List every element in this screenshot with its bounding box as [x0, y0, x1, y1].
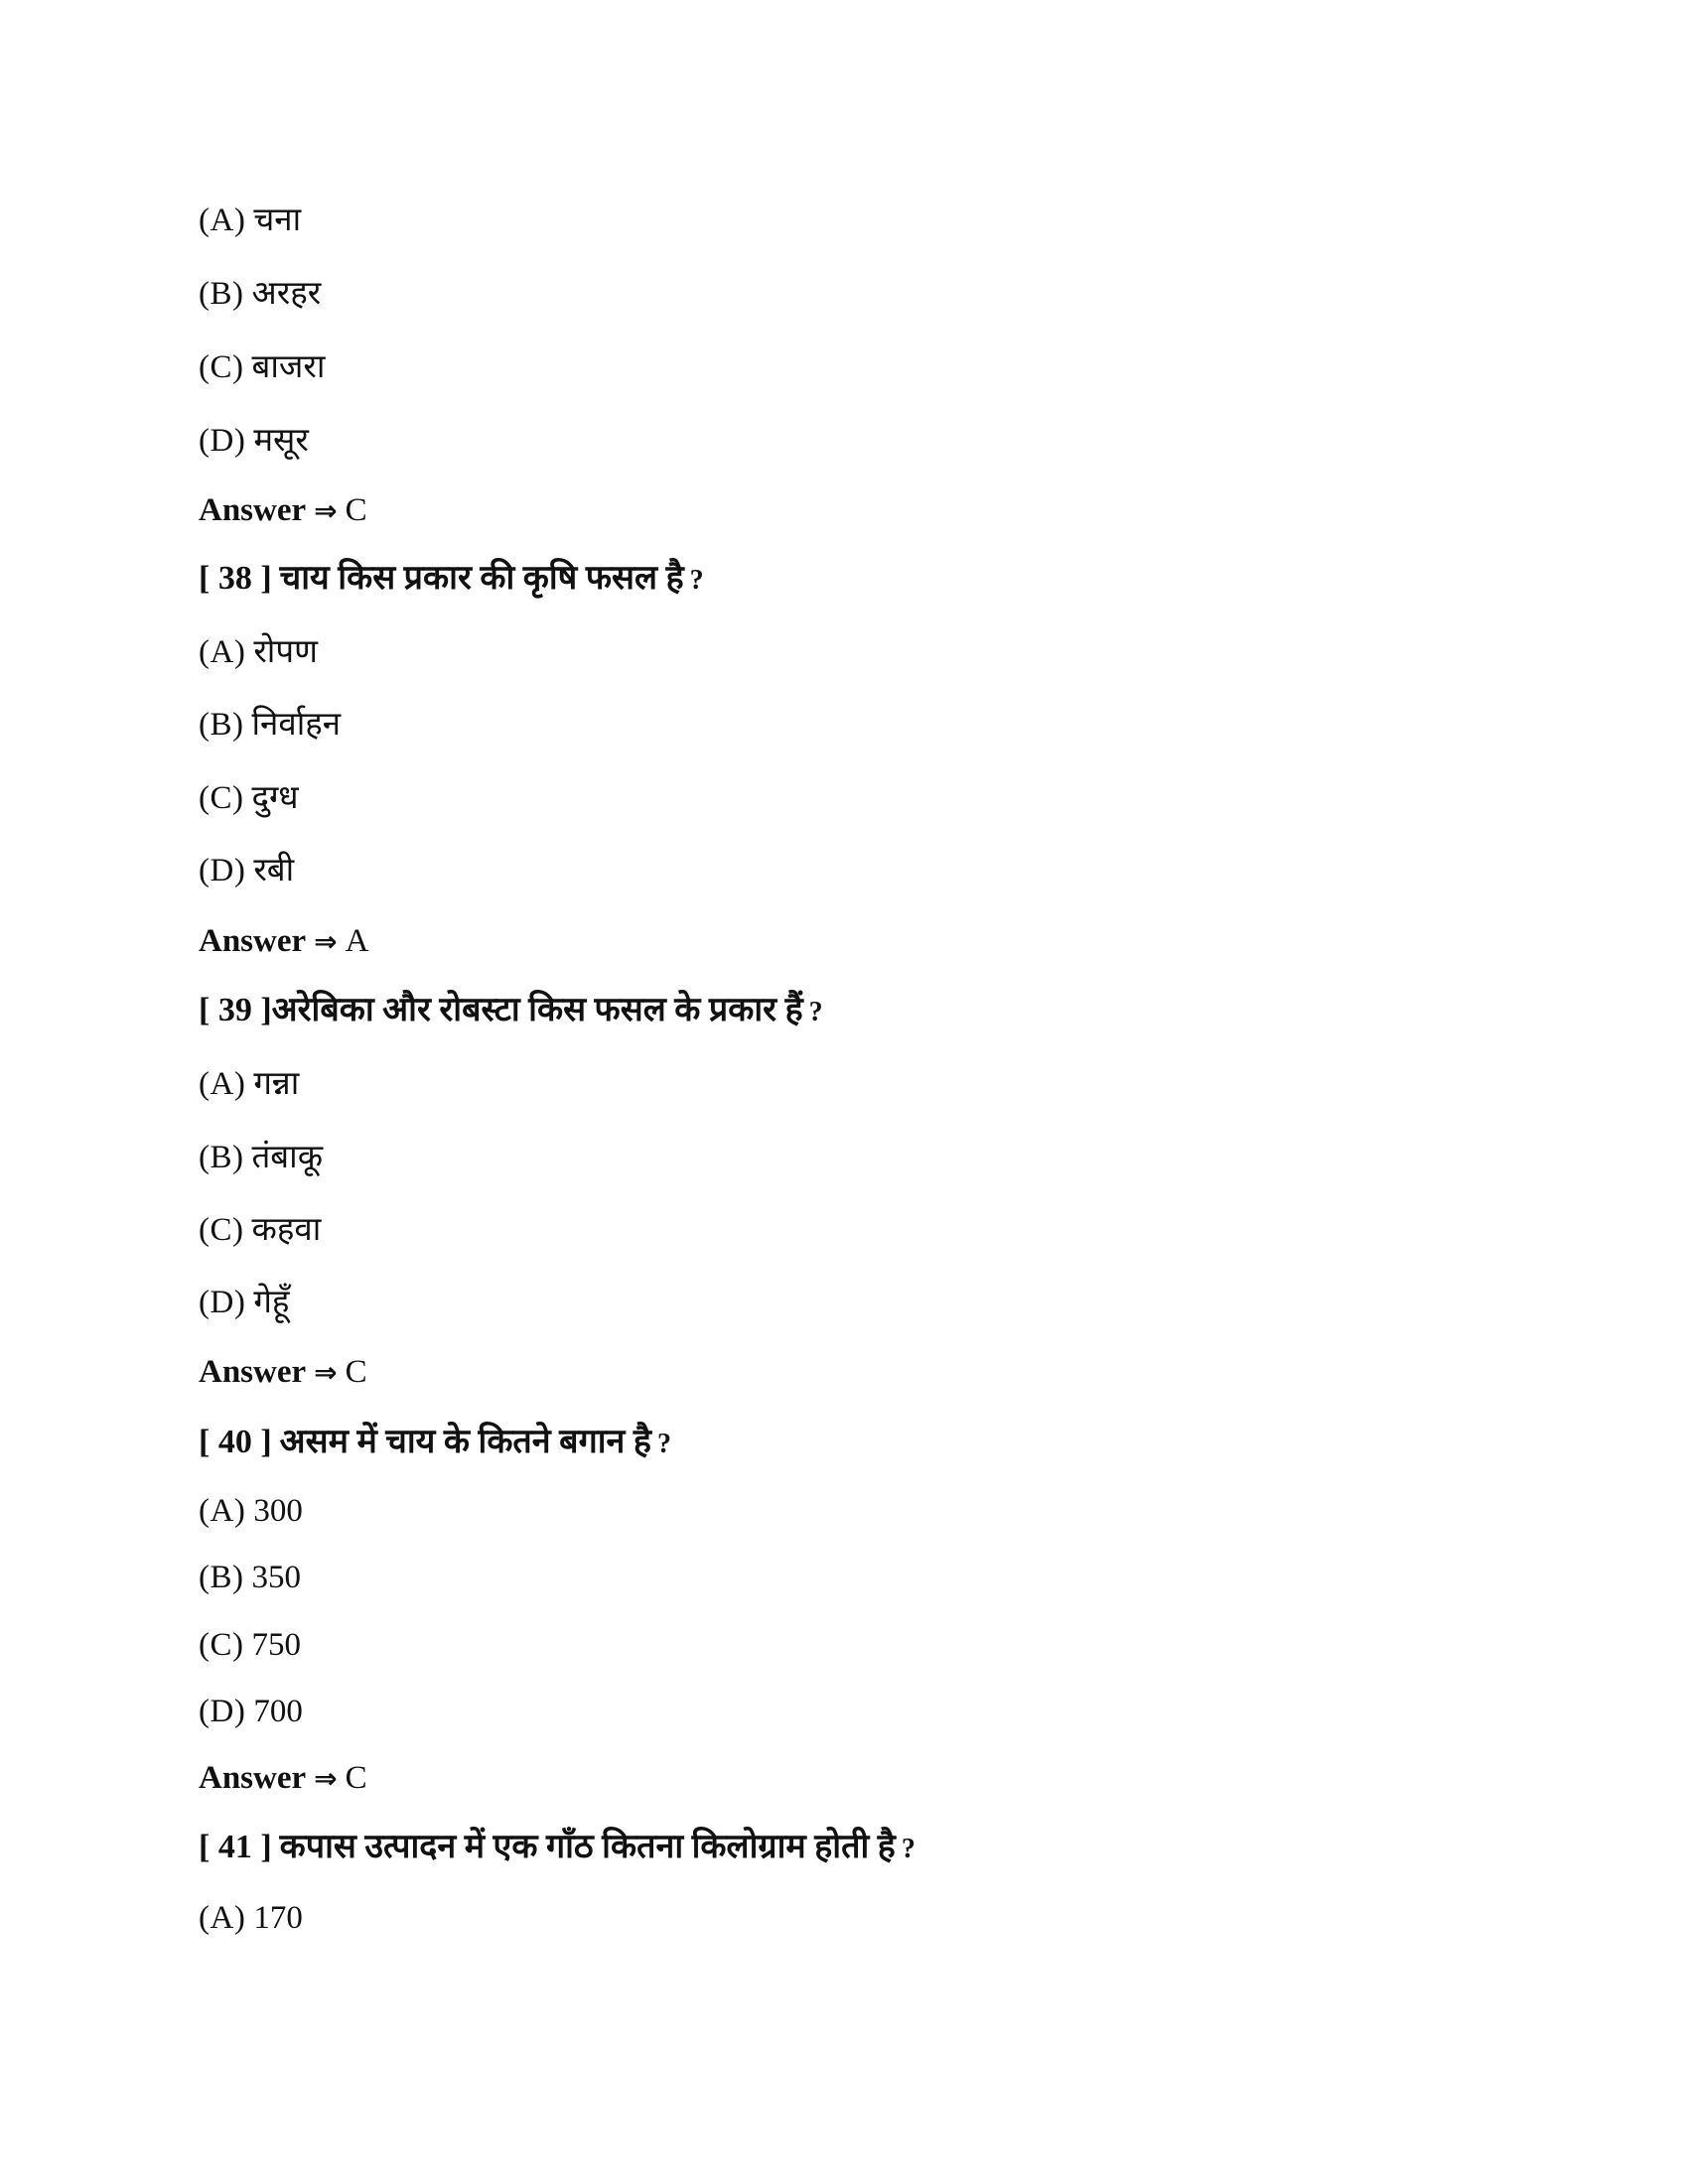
q40-option-a — [199, 1491, 303, 1531]
q38-option-c — [199, 778, 299, 818]
option-label: (A) — [199, 203, 246, 238]
option-text: 750 — [251, 1627, 301, 1663]
option-label: (C) — [199, 1627, 244, 1663]
q37-answer — [199, 490, 367, 530]
question-text: चाय किस प्रकार की कृषि फसल है — [279, 560, 684, 597]
option-label: (D) — [199, 423, 246, 459]
option-label: (B) — [199, 707, 244, 743]
option-text: गेहूँ — [253, 1285, 290, 1320]
q37-option-c — [199, 347, 325, 387]
option-label: (B) — [199, 1140, 244, 1175]
question-text: कपास उत्पादन में एक गाँठ कितना किलोग्राम होती है — [279, 1829, 896, 1865]
option-label: (A) — [199, 1900, 246, 1936]
q37-option-d — [199, 421, 309, 461]
q38-option-b — [199, 705, 341, 745]
option-text: 350 — [251, 1560, 301, 1595]
option-label: (B) — [199, 1560, 244, 1595]
option-text: 170 — [253, 1900, 303, 1936]
q38-option-d — [199, 851, 294, 890]
q38-heading — [199, 559, 704, 599]
q40-option-c — [199, 1625, 301, 1665]
answer-value: A — [345, 923, 369, 959]
question-text: अरेबिका और रोबस्टा किस फसल के प्रकार हैं — [271, 992, 803, 1028]
option-text: 300 — [253, 1493, 303, 1529]
option-label: (C) — [199, 780, 244, 816]
q39-answer — [199, 1352, 367, 1392]
option-label: (A) — [199, 1066, 246, 1102]
option-text: अरहर — [251, 276, 322, 312]
option-label: (A) — [199, 1493, 246, 1529]
answer-value: C — [345, 492, 367, 528]
answer-value: C — [345, 1354, 367, 1390]
question-number: [ 41 ] — [199, 1829, 272, 1865]
option-text: निर्वाहन — [251, 707, 342, 743]
question-mark: ? — [689, 565, 704, 596]
option-text: रोपण — [253, 634, 318, 670]
option-text: गन्ना — [253, 1066, 300, 1102]
q39-option-c — [199, 1210, 321, 1250]
option-label: (D) — [199, 853, 246, 888]
answer-label: Answer — [199, 1760, 307, 1796]
q39-heading — [199, 991, 823, 1030]
option-text: चना — [253, 203, 302, 238]
q41-option-a — [199, 1898, 303, 1938]
q40-option-b — [199, 1558, 301, 1597]
answer-label: Answer — [199, 1354, 307, 1390]
option-text: तंबाकू — [251, 1140, 324, 1175]
option-label: (C) — [199, 349, 244, 385]
q38-answer — [199, 921, 368, 961]
option-label: (D) — [199, 1285, 246, 1320]
q41-heading — [199, 1828, 915, 1867]
question-mark: ? — [901, 1834, 915, 1864]
q39-option-d — [199, 1283, 289, 1322]
question-number: [ 40 ] — [199, 1424, 272, 1460]
option-text: 700 — [253, 1694, 303, 1729]
q37-option-a — [199, 201, 301, 240]
double-arrow-icon: ⇒ — [314, 1356, 338, 1389]
answer-label: Answer — [199, 492, 307, 528]
double-arrow-icon: ⇒ — [314, 925, 338, 958]
q37-option-b — [199, 274, 321, 314]
double-arrow-icon: ⇒ — [314, 1762, 338, 1795]
question-mark: ? — [808, 997, 823, 1027]
option-label: (D) — [199, 1694, 246, 1729]
question-text: असम में चाय के कितने बगान है — [279, 1424, 651, 1460]
question-mark: ? — [656, 1429, 671, 1459]
question-number: [ 39 ] — [199, 992, 272, 1028]
answer-value: C — [345, 1760, 367, 1796]
option-label: (C) — [199, 1212, 244, 1248]
double-arrow-icon: ⇒ — [314, 494, 338, 527]
option-label: (A) — [199, 634, 246, 670]
question-number: [ 38 ] — [199, 560, 272, 597]
q39-option-a — [199, 1064, 299, 1104]
q40-answer — [199, 1758, 367, 1798]
q39-option-b — [199, 1138, 323, 1177]
q40-option-d — [199, 1692, 303, 1731]
option-text: दुग्ध — [251, 780, 299, 816]
q38-option-a — [199, 632, 318, 672]
option-text: कहवा — [251, 1212, 322, 1248]
q40-heading — [199, 1423, 671, 1462]
option-text: रबी — [253, 853, 295, 888]
answer-label: Answer — [199, 923, 307, 959]
option-label: (B) — [199, 276, 244, 312]
option-text: बाजरा — [251, 349, 326, 385]
option-text: मसूर — [253, 423, 309, 459]
